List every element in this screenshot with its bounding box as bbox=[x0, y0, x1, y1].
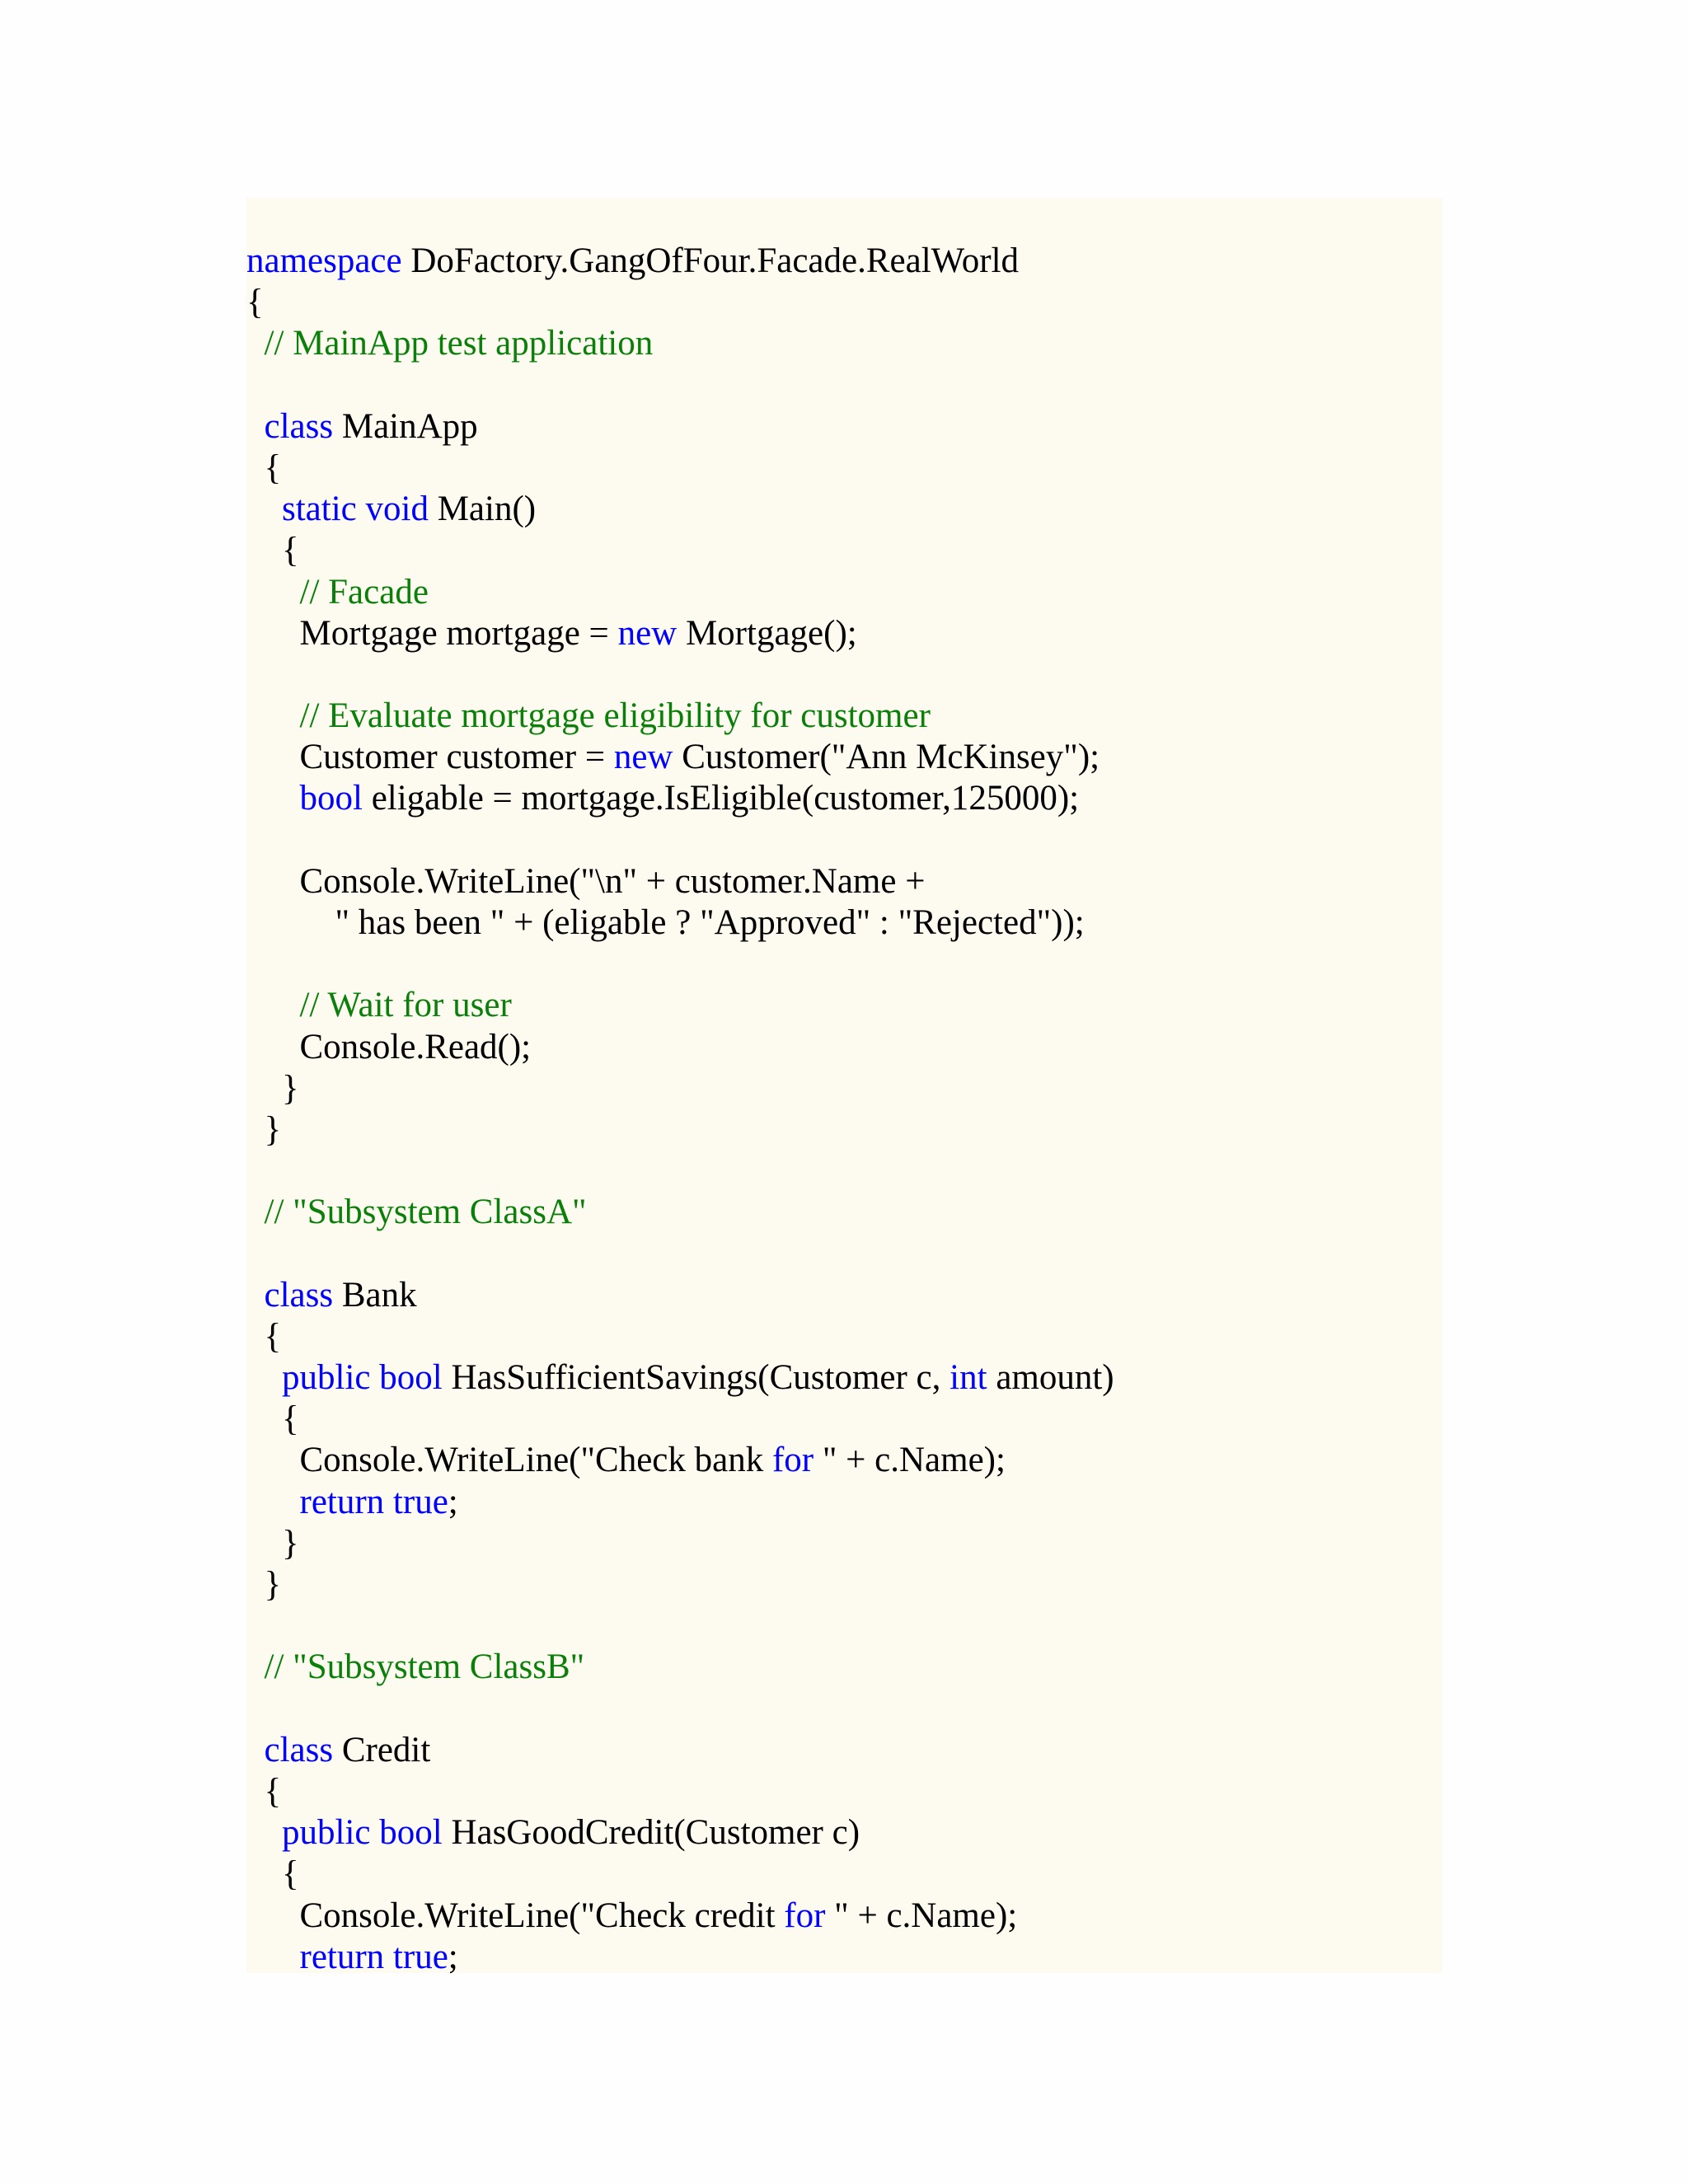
code-line bbox=[246, 1440, 1114, 1481]
code-line bbox=[246, 1730, 1114, 1771]
code-line bbox=[246, 1689, 1114, 1730]
code-keyword: bool bbox=[299, 779, 363, 818]
code-keyword: class bbox=[264, 1275, 334, 1315]
code-line bbox=[246, 1647, 1114, 1688]
code-keyword: new bbox=[613, 738, 673, 777]
code-keyword: class bbox=[264, 1730, 334, 1769]
code-line bbox=[246, 1896, 1114, 1937]
code-line bbox=[246, 1234, 1114, 1275]
code-text: Customer customer = bbox=[246, 738, 614, 777]
code-text bbox=[384, 1483, 393, 1521]
code-text bbox=[384, 1938, 393, 1976]
code-keyword: public bbox=[282, 1813, 371, 1853]
code-text: MainApp bbox=[333, 406, 478, 446]
code-line bbox=[246, 282, 1114, 323]
code-keyword: namespace bbox=[246, 241, 402, 280]
code-line bbox=[246, 1399, 1114, 1440]
code-line bbox=[246, 1151, 1114, 1192]
code-text: Bank bbox=[333, 1275, 417, 1315]
code-line bbox=[246, 448, 1114, 489]
code-line bbox=[246, 778, 1114, 819]
code-text bbox=[357, 490, 366, 528]
code-text: { bbox=[246, 1399, 299, 1439]
code-text: } bbox=[246, 1565, 282, 1604]
code-line bbox=[246, 1482, 1114, 1523]
code-text: { bbox=[246, 1854, 299, 1894]
code-text: " + c.Name); bbox=[825, 1896, 1018, 1935]
code-text: } bbox=[246, 1523, 299, 1563]
code-keyword: bool bbox=[379, 1358, 443, 1398]
code-text: ; bbox=[448, 1482, 458, 1521]
code-text bbox=[246, 1731, 265, 1769]
code-text: { bbox=[246, 448, 282, 487]
code-keyword: for bbox=[771, 1441, 814, 1480]
code-line bbox=[246, 1771, 1114, 1812]
code-text: Console.Read(); bbox=[246, 1027, 532, 1066]
code-line bbox=[246, 572, 1114, 613]
code-line bbox=[246, 1027, 1114, 1068]
code-keyword: bool bbox=[379, 1813, 443, 1853]
code-text bbox=[246, 1938, 300, 1976]
code-text: { bbox=[246, 1771, 282, 1811]
code-line bbox=[246, 737, 1114, 778]
code-text: Console.WriteLine("Check bank bbox=[246, 1441, 772, 1480]
code-keyword: true bbox=[392, 1482, 448, 1521]
code-text bbox=[370, 1358, 379, 1397]
code-line bbox=[246, 241, 1114, 282]
code-text: eligable = mortgage.IsEligible(customer,125000); bbox=[362, 779, 1080, 818]
code-text: } bbox=[246, 1109, 282, 1149]
code-line bbox=[246, 654, 1114, 696]
code-text: Customer("Ann McKinsey"); bbox=[673, 738, 1100, 777]
code-line bbox=[246, 489, 1114, 530]
code-keyword: true bbox=[392, 1937, 448, 1976]
code-line bbox=[246, 1564, 1114, 1605]
code-line bbox=[246, 696, 1114, 737]
code-text: Credit bbox=[333, 1730, 431, 1769]
code-line bbox=[246, 944, 1114, 985]
code-comment: // Facade bbox=[246, 572, 429, 612]
code-line bbox=[246, 1316, 1114, 1357]
code-text bbox=[246, 1276, 265, 1315]
code-line bbox=[246, 1854, 1114, 1895]
code-text: HasGoodCredit(Customer c) bbox=[442, 1813, 860, 1853]
code-line bbox=[246, 820, 1114, 861]
code-keyword: void bbox=[365, 490, 429, 529]
code-text: Mortgage(); bbox=[677, 613, 857, 653]
code-text: Console.WriteLine("\n" + customer.Name + bbox=[246, 861, 926, 901]
code-text bbox=[370, 1813, 379, 1852]
code-keyword: return bbox=[299, 1482, 385, 1521]
code-text: HasSufficientSavings(Customer c, bbox=[442, 1358, 950, 1398]
code-text: } bbox=[246, 1068, 299, 1108]
code-line bbox=[246, 902, 1114, 944]
code-line bbox=[246, 530, 1114, 571]
code-keyword: int bbox=[950, 1358, 987, 1398]
code-comment: // Evaluate mortgage eligibility for customer bbox=[246, 696, 931, 736]
code-text bbox=[246, 1358, 282, 1397]
code-line bbox=[246, 1275, 1114, 1316]
code-text: { bbox=[246, 1316, 282, 1356]
code-keyword: new bbox=[617, 613, 678, 653]
code-text bbox=[246, 1813, 282, 1852]
code-line bbox=[246, 1523, 1114, 1564]
code-panel bbox=[246, 198, 1442, 1976]
code-line bbox=[246, 1605, 1114, 1647]
code-text bbox=[246, 407, 265, 446]
code-line bbox=[246, 1109, 1114, 1151]
code-text: DoFactory.GangOfFour.Facade.RealWorld bbox=[401, 241, 1020, 280]
code-comment: // Wait for user bbox=[246, 986, 512, 1025]
code-line bbox=[246, 613, 1114, 654]
code-line bbox=[246, 861, 1114, 902]
code-line bbox=[246, 1068, 1114, 1109]
code-comment: // "Subsystem ClassB" bbox=[246, 1647, 585, 1687]
code-text: ; bbox=[448, 1937, 458, 1976]
code-text: { bbox=[246, 531, 299, 570]
code-listing bbox=[246, 241, 1114, 1978]
code-comment: // MainApp test application bbox=[246, 324, 654, 363]
code-text bbox=[246, 779, 300, 818]
code-keyword: public bbox=[282, 1358, 371, 1398]
code-text: Mortgage mortgage = bbox=[246, 613, 618, 653]
code-text: Main() bbox=[428, 490, 537, 529]
code-comment: // "Subsystem ClassA" bbox=[246, 1193, 587, 1232]
code-line bbox=[246, 1937, 1114, 1978]
code-text: " + c.Name); bbox=[814, 1441, 1006, 1480]
code-text: { bbox=[246, 283, 264, 322]
code-text: amount) bbox=[987, 1358, 1114, 1398]
code-line bbox=[246, 365, 1114, 406]
code-line bbox=[246, 406, 1114, 448]
code-keyword: return bbox=[299, 1937, 385, 1976]
code-line bbox=[246, 985, 1114, 1026]
code-keyword: static bbox=[282, 490, 357, 529]
code-text bbox=[246, 1483, 300, 1521]
code-keyword: class bbox=[264, 406, 334, 446]
code-text: " has been " + (eligable ? "Approved" : "Rejected")); bbox=[246, 903, 1085, 942]
code-line bbox=[246, 1357, 1114, 1399]
code-line bbox=[246, 323, 1114, 364]
code-line bbox=[246, 1812, 1114, 1854]
code-line bbox=[246, 1192, 1114, 1233]
code-keyword: for bbox=[784, 1896, 826, 1935]
code-text bbox=[246, 490, 282, 528]
code-text: Console.WriteLine("Check credit bbox=[246, 1896, 785, 1935]
